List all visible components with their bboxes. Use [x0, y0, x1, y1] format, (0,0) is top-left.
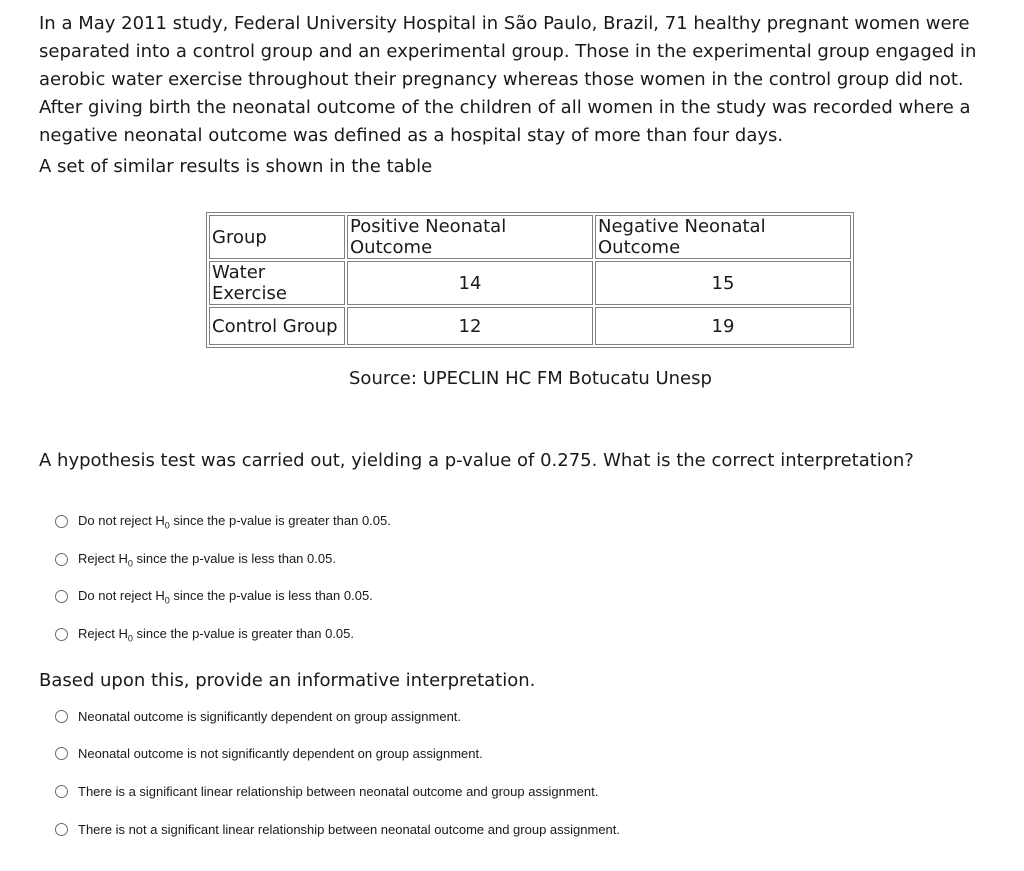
q1-option-4-label: Reject $H_0$ since the p-value is greater than 0.05. [78, 626, 355, 644]
q1-option-3[interactable] [55, 588, 373, 606]
q2-option-1-label: Neonatal outcome is significantly dependent on group assignment. [78, 709, 462, 724]
cell-negative: 19 [595, 307, 851, 345]
table-row [209, 261, 851, 305]
q2-option-1[interactable] [55, 709, 461, 724]
cell-group: Water Exercise [209, 261, 345, 305]
q1-option-1-label: Do not reject $H_0$ since the p-value is greater than 0.05. [78, 513, 391, 531]
cell-negative: 15 [595, 261, 851, 305]
q2-option-2-label: Neonatal outcome is not significantly dependent on group assignment. [78, 746, 483, 761]
radio-button[interactable] [55, 785, 68, 798]
header-positive-outcome: Positive Neonatal Outcome [347, 215, 593, 259]
q2-option-4[interactable] [55, 822, 620, 837]
source-citation: Source: UPECLIN HC FM Botucatu Unesp [349, 368, 712, 389]
q2-option-3-label: There is a significant linear relationship between neonatal outcome and group assignment. [78, 784, 599, 799]
radio-button[interactable] [55, 628, 68, 641]
q1-option-2[interactable] [55, 551, 336, 569]
header-negative-outcome: Negative Neonatal Outcome [595, 215, 851, 259]
radio-button[interactable] [55, 590, 68, 603]
header-group: Group [209, 215, 345, 259]
q1-option-4[interactable] [55, 626, 354, 644]
q1-option-2-label: Reject $H_0$ since the p-value is less than 0.05. [78, 551, 336, 569]
cell-positive: 12 [347, 307, 593, 345]
intro-paragraph: In a May 2011 study, Federal University Hospital in São Paulo, Brazil, 71 healthy pregnant women were separated into a control group and an experimental group. Those in the experimental group engaged in aerobic water exercise throughout their pregnancy whereas those women in the control group did not. After giving birth the neonatal outcome of the children of all women in the study was recorded where a negative neonatal outcome was defined as a hospital stay of more than four days. [39, 13, 977, 146]
radio-button[interactable] [55, 823, 68, 836]
question-1-prompt: A hypothesis test was carried out, yielding a p-value of 0.275. What is the correct interpretation? [39, 450, 914, 471]
q2-option-2[interactable] [55, 746, 483, 761]
radio-button[interactable] [55, 747, 68, 760]
radio-button[interactable] [55, 553, 68, 566]
cell-positive: 14 [347, 261, 593, 305]
cell-group: Control Group [209, 307, 345, 345]
table-row [209, 307, 851, 345]
results-table [206, 212, 854, 348]
radio-button[interactable] [55, 515, 68, 528]
q1-option-3-label: Do not reject $H_0$ since the p-value is less than 0.05. [78, 588, 373, 606]
radio-button[interactable] [55, 710, 68, 723]
q1-option-1[interactable] [55, 513, 391, 531]
table-header-row [209, 215, 851, 259]
q2-option-4-label: There is not a significant linear relationship between neonatal outcome and group assignment. [78, 822, 621, 837]
question-2-prompt: Based upon this, provide an informative interpretation. [39, 670, 536, 691]
q2-option-3[interactable] [55, 784, 598, 799]
table-lead-text: A set of similar results is shown in the table [39, 156, 433, 177]
